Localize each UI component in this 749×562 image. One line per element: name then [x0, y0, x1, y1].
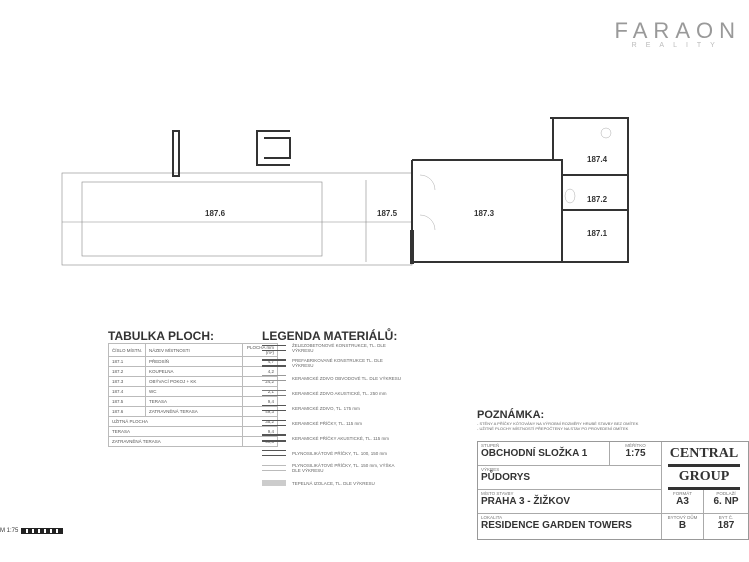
note: POZNÁMKA: - STĚNY A PŘÍČKY KÓTOVÁNY NA VÝROBNÍ ROZMĚRY HRUBÉ STAVBY BEZ OMÍTEK - UŽITNÉ PLOCHY MÍSTNOSTÍ PŘEPOČTENY NA STAV PO PROVEDENÍ OMÍTEK — [477, 409, 639, 431]
materials-legend: ŽELEZOBETONOVÉ KONSTRUKCE, TL. DLE VÝKRESU PREFABRIKOVANÉ KONSTRUKCE TL. DLE VÝKRESU KERAMICKÉ ZDIVO OBVODOVÉ TL. DLE VÝKRESU KERAMICKÉ ZDIVO AKUSTICKÉ, TL. 250 mm KERAMICKÉ ZDIVO, TL. 175 mm KERAMICKÉ PŘÍČKY, TL. 115 mm KERAMICKÉ PŘÍČKY AKUSTICKÉ, TL. 115 mm PLYNOSILIKÁTOVÉ PŘÍČKY, TL. 100, 150 mm PLYNOSILIKÁTOVÉ PŘÍČKY, TL. 150 mm, VÝŠKA DLE VÝKRESU TEPELNÁ IZOLACE, TL. DLE VÝKRESU — [262, 343, 402, 493]
title-block: STUPEŇ OBCHODNÍ SLOŽKA 1 MĚŘÍTKO 1:75 VÝKRES PŮDORYS CENTRAL GROUP MÍSTO STAVBY PRAHA 3 - ŽIŽKOV FORMÁT A3 PODLAŽÍ 6. NP LOKALITA RESIDENCE GARDEN TOWERS BYTOVÝ DŮM B BYT Č. 187 — [477, 441, 749, 540]
table-row: 187.5 TERASA 9,4 — [109, 397, 278, 407]
total-row: ZATRAVNĚNÁ TERASA 49,3 — [109, 437, 278, 447]
table-row: 187.4 WC 2,1 — [109, 387, 278, 397]
scale-bar: M 1:75 — [0, 528, 63, 534]
faraon-logo: FARAON REALITY — [614, 18, 741, 49]
areas-table: ČÍSLO MÍSTN. NÁZEV MÍSTNOSTI PLOCHA mm (m²) 187.1 PŘEDSÍŇ 4,7 187.2 KOUPELNA 4,2 187.3 OBÝVACÍ POKOJ + KK 24,2 187.4 WC 2,1 187.5 TERASA 9,4 187.6 ZATRAVNĚNÁ TERASA 49,3 UŽITNÁ PLOCHA 35,2 TERASA 9,4 ZATRAVNĚNÁ TERASA 49,3 — [108, 343, 278, 447]
room-label: 187.4 — [587, 155, 608, 164]
total-row: UŽITNÁ PLOCHA 35,2 — [109, 417, 278, 427]
central-group-logo: CENTRAL GROUP — [664, 446, 744, 492]
legend-title: LEGENDA MATERIÁLŮ: — [262, 329, 398, 343]
room-label: 187.6 — [205, 209, 226, 218]
table-row: 187.6 ZATRAVNĚNÁ TERASA 49,3 — [109, 407, 278, 417]
table-row: 187.1 PŘEDSÍŇ 4,7 — [109, 357, 278, 367]
room-label: 187.3 — [474, 209, 495, 218]
total-row: TERASA 9,4 — [109, 427, 278, 437]
terrace-outline — [62, 173, 412, 265]
table-row: 187.2 KOUPELNA 4,2 — [109, 367, 278, 377]
room-label: 187.5 — [377, 209, 398, 218]
table-row: 187.3 OBÝVACÍ POKOJ + KK 24,2 — [109, 377, 278, 387]
areas-table-title: TABULKA PLOCH: — [108, 329, 214, 343]
column — [173, 131, 179, 176]
room-label: 187.1 — [587, 229, 608, 238]
room-label: 187.2 — [587, 195, 608, 204]
